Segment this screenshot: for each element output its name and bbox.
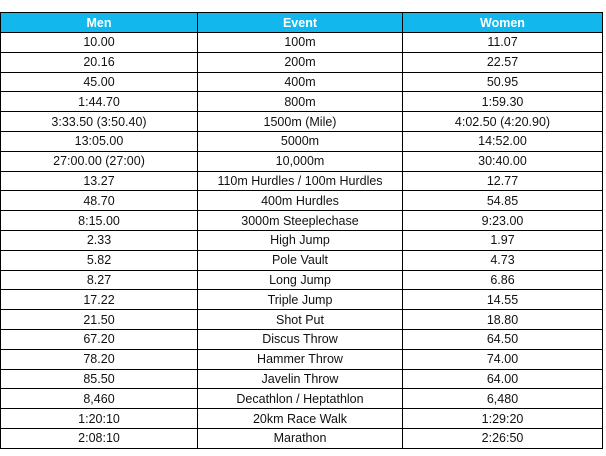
column-header-event: Event: [198, 13, 403, 33]
table-row: [1, 310, 603, 330]
men-result-cell: 2:08:10: [1, 428, 198, 448]
table-header: [1, 13, 603, 33]
men-result-cell: 48.70: [1, 191, 198, 211]
event-name-cell: 200m: [198, 52, 403, 72]
table-row: [1, 171, 603, 191]
table-body: [1, 33, 603, 449]
table-row: [1, 349, 603, 369]
column-header-men: Men: [1, 13, 198, 33]
men-result-cell: 45.00: [1, 72, 198, 92]
men-result-cell: 3:33.50 (3:50.40): [1, 112, 198, 132]
event-name-cell: 100m: [198, 33, 403, 53]
event-name-cell: High Jump: [198, 230, 403, 250]
table-row: [1, 52, 603, 72]
women-result-cell: 30:40.00: [403, 151, 603, 171]
event-name-cell: Discus Throw: [198, 329, 403, 349]
men-result-cell: 10.00: [1, 33, 198, 53]
women-result-cell: 54.85: [403, 191, 603, 211]
women-result-cell: 12.77: [403, 171, 603, 191]
event-name-cell: Long Jump: [198, 270, 403, 290]
table-row: [1, 33, 603, 53]
men-result-cell: 20.16: [1, 52, 198, 72]
table-row: [1, 329, 603, 349]
women-result-cell: 50.95: [403, 72, 603, 92]
table-row: [1, 211, 603, 231]
women-result-cell: 64.50: [403, 329, 603, 349]
event-name-cell: Pole Vault: [198, 250, 403, 270]
table-row: [1, 230, 603, 250]
men-result-cell: 2.33: [1, 230, 198, 250]
table-row: [1, 72, 603, 92]
event-name-cell: Decathlon / Heptathlon: [198, 389, 403, 409]
women-result-cell: 1:59.30: [403, 92, 603, 112]
table-row: [1, 250, 603, 270]
event-name-cell: 800m: [198, 92, 403, 112]
men-result-cell: 85.50: [1, 369, 198, 389]
table-row: [1, 369, 603, 389]
event-name-cell: 3000m Steeplechase: [198, 211, 403, 231]
men-result-cell: 1:20:10: [1, 409, 198, 429]
event-name-cell: 1500m (Mile): [198, 112, 403, 132]
event-name-cell: Marathon: [198, 428, 403, 448]
men-result-cell: 21.50: [1, 310, 198, 330]
women-result-cell: 6,480: [403, 389, 603, 409]
men-result-cell: 27:00.00 (27:00): [1, 151, 198, 171]
men-result-cell: 67.20: [1, 329, 198, 349]
women-result-cell: 6.86: [403, 270, 603, 290]
women-result-cell: 4.73: [403, 250, 603, 270]
men-result-cell: 1:44.70: [1, 92, 198, 112]
standards-table: [0, 12, 603, 449]
men-result-cell: 13.27: [1, 171, 198, 191]
event-name-cell: Javelin Throw: [198, 369, 403, 389]
women-result-cell: 14:52.00: [403, 131, 603, 151]
table-row: [1, 92, 603, 112]
men-result-cell: 78.20: [1, 349, 198, 369]
column-header-women: Women: [403, 13, 603, 33]
women-result-cell: 14.55: [403, 290, 603, 310]
women-result-cell: 22.57: [403, 52, 603, 72]
men-result-cell: 13:05.00: [1, 131, 198, 151]
event-name-cell: 20km Race Walk: [198, 409, 403, 429]
table-row: [1, 151, 603, 171]
women-result-cell: 1:29:20: [403, 409, 603, 429]
women-result-cell: 64.00: [403, 369, 603, 389]
event-name-cell: 400m: [198, 72, 403, 92]
event-name-cell: 5000m: [198, 131, 403, 151]
event-name-cell: Shot Put: [198, 310, 403, 330]
women-result-cell: 1.97: [403, 230, 603, 250]
table-row: [1, 191, 603, 211]
table-row: [1, 428, 603, 448]
women-result-cell: 4:02.50 (4:20.90): [403, 112, 603, 132]
men-result-cell: 8,460: [1, 389, 198, 409]
table-row: [1, 409, 603, 429]
women-result-cell: 18.80: [403, 310, 603, 330]
table-row: [1, 112, 603, 132]
table-row: [1, 389, 603, 409]
standards-table-container: [0, 12, 603, 449]
women-result-cell: 9:23.00: [403, 211, 603, 231]
event-name-cell: 10,000m: [198, 151, 403, 171]
event-name-cell: 110m Hurdles / 100m Hurdles: [198, 171, 403, 191]
men-result-cell: 17.22: [1, 290, 198, 310]
header-row: [1, 13, 603, 33]
table-row: [1, 290, 603, 310]
women-result-cell: 11.07: [403, 33, 603, 53]
event-name-cell: Triple Jump: [198, 290, 403, 310]
table-row: [1, 131, 603, 151]
event-name-cell: 400m Hurdles: [198, 191, 403, 211]
men-result-cell: 8:15.00: [1, 211, 198, 231]
women-result-cell: 74.00: [403, 349, 603, 369]
men-result-cell: 8.27: [1, 270, 198, 290]
men-result-cell: 5.82: [1, 250, 198, 270]
event-name-cell: Hammer Throw: [198, 349, 403, 369]
women-result-cell: 2:26:50: [403, 428, 603, 448]
table-row: [1, 270, 603, 290]
